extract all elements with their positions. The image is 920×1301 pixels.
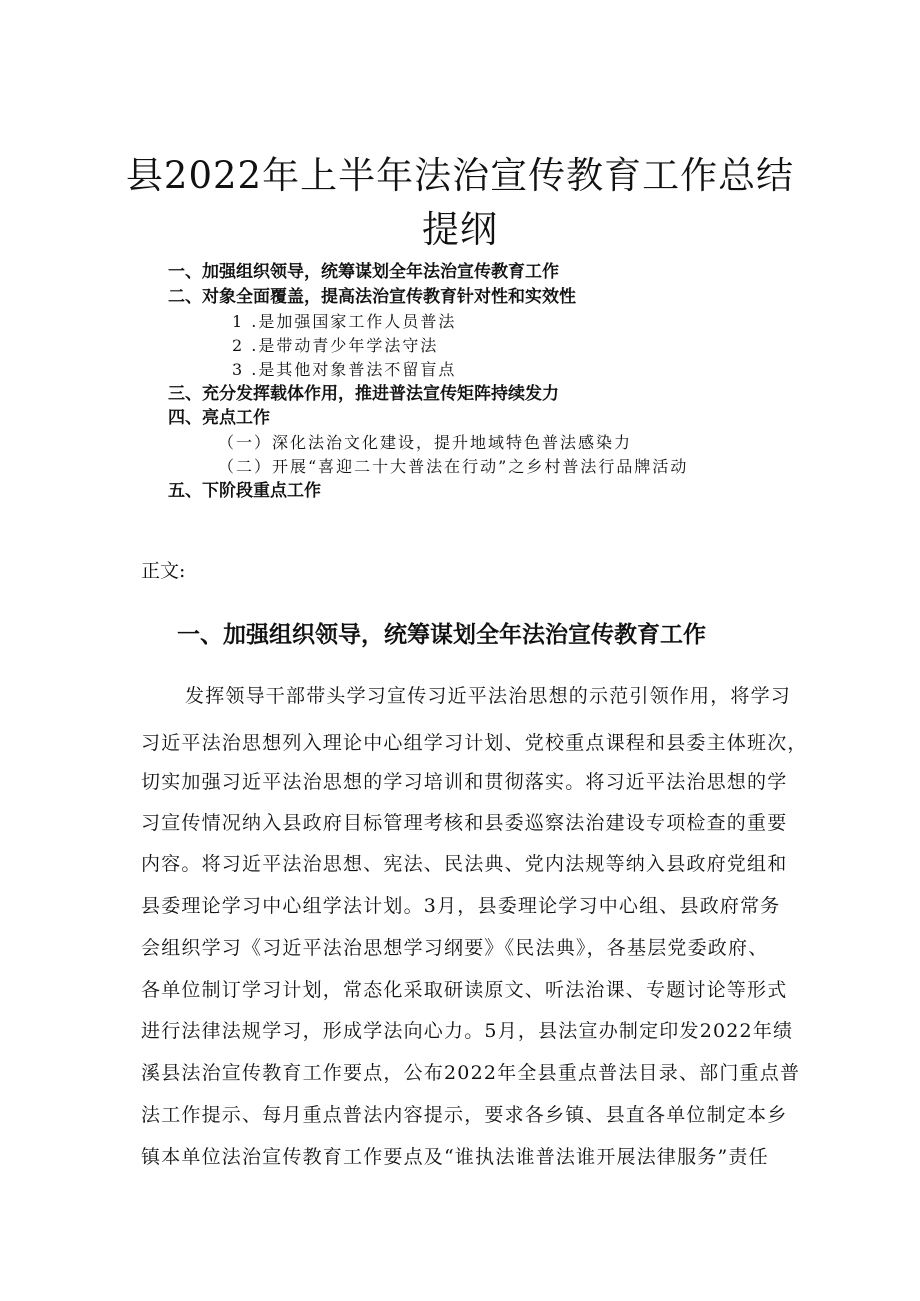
document-title: 县2022年上半年法治宣传教育工作总结: [125, 154, 795, 197]
paragraph-line: 各单位制订学习计划，常态化采取研读原文、听法治课、专题讨论等形式: [141, 979, 788, 1001]
paragraph-line: 内容。将习近平法治思想、宪法、民法典、党内法规等纳入县政府党组和: [141, 853, 788, 875]
paragraph-line: 会组织学习《习近平法治思想学习纲要》《民法典》，各基层党委政府、: [141, 937, 769, 959]
outline-subitem-4-2: （二）开展“喜迎二十大普法在行动”之乡村普法行品牌活动: [218, 457, 689, 476]
paragraph-line: 镇本单位法治宣传教育工作要点及“谁执法谁普法谁开展法律服务”责任: [141, 1146, 769, 1168]
paragraph-line: 法工作提示、每月重点普法内容提示，要求各乡镇、县直各单位制定本乡: [141, 1104, 788, 1126]
paragraph-line: 习宣传情况纳入县政府目标管理考核和县委巡察法治建设专项检查的重要: [141, 812, 788, 834]
outline-item-4: 四、亮点工作: [168, 408, 270, 428]
paragraph-line: 溪县法治宣传教育工作要点，公布2022年全县重点普法目录、部门重点普: [141, 1062, 801, 1084]
paragraph-line: 习近平法治思想列入理论中心组学习计划、党校重点课程和县委主体班次，: [141, 732, 808, 754]
outline-subitem-2-2: 2 .是带动青少年学法守法: [232, 336, 439, 355]
outline-item-5: 五、下阶段重点工作: [168, 481, 321, 501]
outline-item-3: 三、充分发挥载体作用，推进普法宣传矩阵持续发力: [168, 384, 559, 404]
paragraph-line: 切实加强习近平法治思想的学习培训和贯彻落实。将习近平法治思想的学: [141, 771, 788, 793]
paragraph-line: 发挥领导干部带头学习宣传习近平法治思想的示范引领作用，将学习: [185, 685, 792, 707]
body-label: 正文:: [141, 560, 186, 582]
paragraph-line: 县委理论学习中心组学法计划。3月，县委理论学习中心组、县政府常务: [141, 895, 781, 917]
document-title-continued: 提纲: [422, 208, 498, 251]
paragraph-line: 进行法律法规学习，形成学法向心力。5月，县法宣办制定印发2022年绩: [141, 1020, 794, 1042]
outline-subitem-2-3: 3 .是其他对象普法不留盲点: [232, 360, 457, 379]
outline-subitem-2-1: 1 .是加强国家工作人员普法: [232, 312, 457, 331]
outline-item-1: 一、加强组织领导，统筹谋划全年法治宣传教育工作: [168, 262, 559, 282]
section-heading: 一、加强组织领导，统筹谋划全年法治宣传教育工作: [177, 622, 706, 648]
outline-subitem-4-1: （一）深化法治文化建设，提升地域特色普法感染力: [218, 433, 633, 452]
outline-item-2: 二、对象全面覆盖，提高法治宣传教育针对性和实效性: [168, 287, 576, 307]
